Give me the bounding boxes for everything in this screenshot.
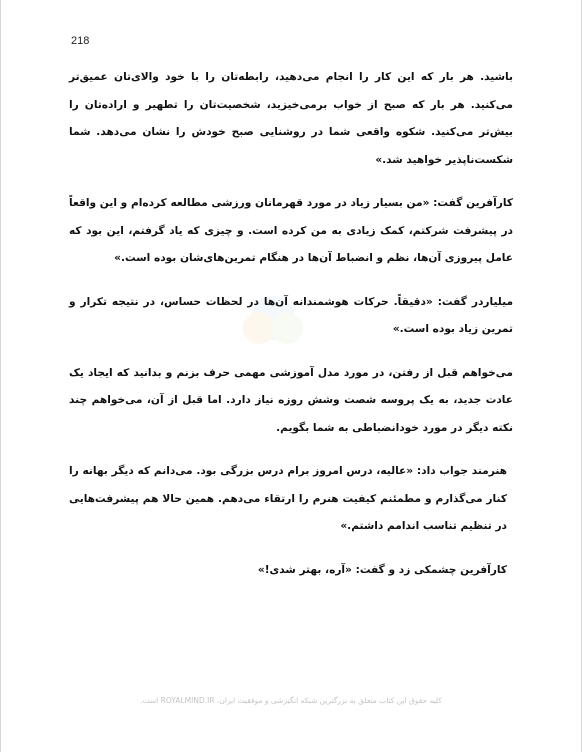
paragraph-3: میلیاردر گفت: «دقیقاً. حرکات هوشمندانه آن‌ها در لحظات حساس، در نتیجه تکرار و تمرین زیاد بوده است.» (69, 295, 513, 335)
page-number: 218 (71, 35, 90, 47)
paragraph-2: کارآفرین گفت: «من بسیار زیاد در مورد قهرمانان ورزشی مطالعه کرده‌ام و این واقعاً در پیشرفت شرکتم، کمک زیادی به من کرده است. و چیزی که یاد گرفتم، این بود که عامل پیروزی آن‌ها، نظم و انضباط آن‌ها در هنگام تمرین‌های‌شان بوده است.» (69, 197, 513, 264)
page-body (69, 64, 513, 600)
paragraph-5: هنرمند جواب داد: «عالیه، درس امروز برام درس بزرگی بود. می‌دانم که دیگر بهانه را کنار می‌گذارم و مطمئنم کیفیت هنرم را ارتقاء می‌دهم. همین حالا هم پیشرفت‌هایی در تنظیم تناسب اندامم داشتم.» (69, 465, 507, 532)
copyright-footer: کلیه حقوق این کتاب متعلق به بزرگترین شبکه انگیزشی و موفقیت ایران، ROYALMIND.IR است. (140, 696, 442, 705)
paragraph-1: باشید. هر بار که این کار را انجام می‌دهید، رابطه‌تان را با خود والای‌تان عمیق‌تر می‌کنید. هر بار که صبح از خواب برمی‌خیزید، شخصیت‌تان را تطهیر و اراده‌تان را بیش‌تر می‌کنید. شکوه واقعی شما در روشنایی صبح خودش را نشان می‌دهد. شما شکست‌ناپذیر خواهید شد.» (69, 71, 513, 166)
paragraph-6: کارآفرین چشمکی زد و گفت: «آره، بهتر شدی!» (257, 563, 507, 576)
paragraph-4: می‌خواهم قبل از رفتن، در مورد مدل آموزشی مهمی حرف بزنم و بدانید که ایجاد یک عادت جدید، به یک پروسه شصت وشش روزه نیاز دارد. اما قبل از آن، می‌خواهم چند نکته دیگر در مورد خودانضباطی به شما بگویم. (69, 366, 513, 434)
